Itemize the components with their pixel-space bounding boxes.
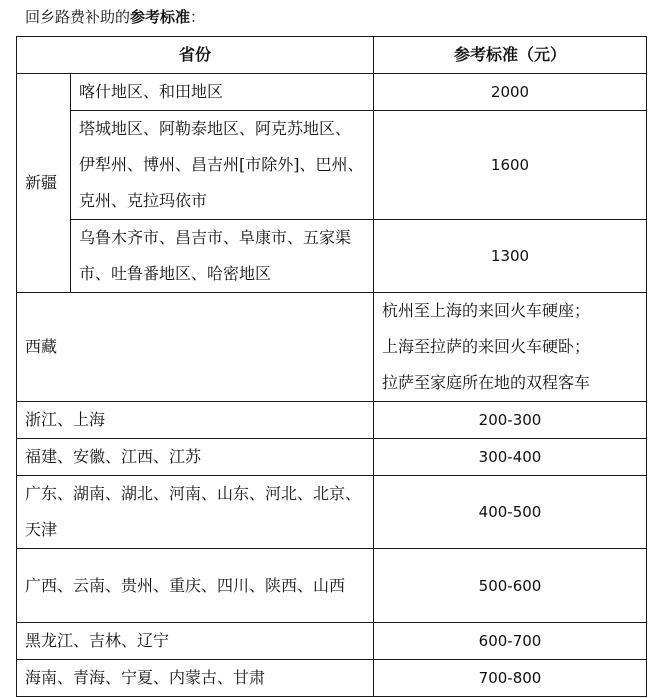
amount-cell: 500-600 [374,549,647,623]
province-cell: 广东、湖南、湖北、河南、山东、河北、北京、天津 [17,476,374,549]
xinjiang-area-2: 塔城地区、阿勒泰地区、阿克苏地区、伊犁州、博州、昌吉州[市除外]、巴州、克州、克拉玛依市 [71,111,374,220]
table-row [17,476,647,549]
table-row [17,74,647,111]
tibet-line-2: 上海至拉萨的来回火车硬卧； [382,337,591,356]
intro-prefix: 回乡路费补助的 [25,8,131,26]
region-tibet: 西藏 [17,293,374,402]
province-cell: 浙江、上海 [17,402,374,439]
intro-text [25,7,205,27]
table-row [17,402,647,439]
table-row [17,111,647,220]
table-row [17,220,647,293]
intro-suffix: ： [190,8,206,26]
table-row [17,293,647,402]
xinjiang-amount-2: 1600 [374,111,647,220]
table-row [17,549,647,623]
region-xinjiang: 新疆 [17,74,71,293]
table-row [17,439,647,476]
tibet-line-3: 拉萨至家庭所在地的双程客车 [382,373,591,392]
province-cell: 海南、青海、宁夏、内蒙古、甘肃 [17,660,374,697]
xinjiang-area-1: 喀什地区、和田地区 [71,74,374,111]
province-cell: 福建、安徽、江西、江苏 [17,439,374,476]
xinjiang-amount-3: 1300 [374,220,647,293]
table-row [17,660,647,697]
tibet-standard [374,293,647,402]
subsidy-standard-table [16,36,647,697]
tibet-line-1: 杭州至上海的来回火车硬座； [382,301,591,320]
table-row [17,623,647,660]
xinjiang-area-3: 乌鲁木齐市、昌吉市、阜康市、五家渠市、吐鲁番地区、哈密地区 [71,220,374,293]
amount-cell: 400-500 [374,476,647,549]
amount-cell: 300-400 [374,439,647,476]
header-standard: 参考标准（元） [374,37,647,74]
province-cell: 黑龙江、吉林、辽宁 [17,623,374,660]
amount-cell: 200-300 [374,402,647,439]
amount-cell: 700-800 [374,660,647,697]
table-header-row [17,37,647,74]
amount-cell: 600-700 [374,623,647,660]
province-cell: 广西、云南、贵州、重庆、四川、陕西、山西 [17,549,374,623]
xinjiang-amount-1: 2000 [374,74,647,111]
intro-emphasis: 参考标准 [130,8,191,26]
header-province: 省份 [17,37,374,74]
